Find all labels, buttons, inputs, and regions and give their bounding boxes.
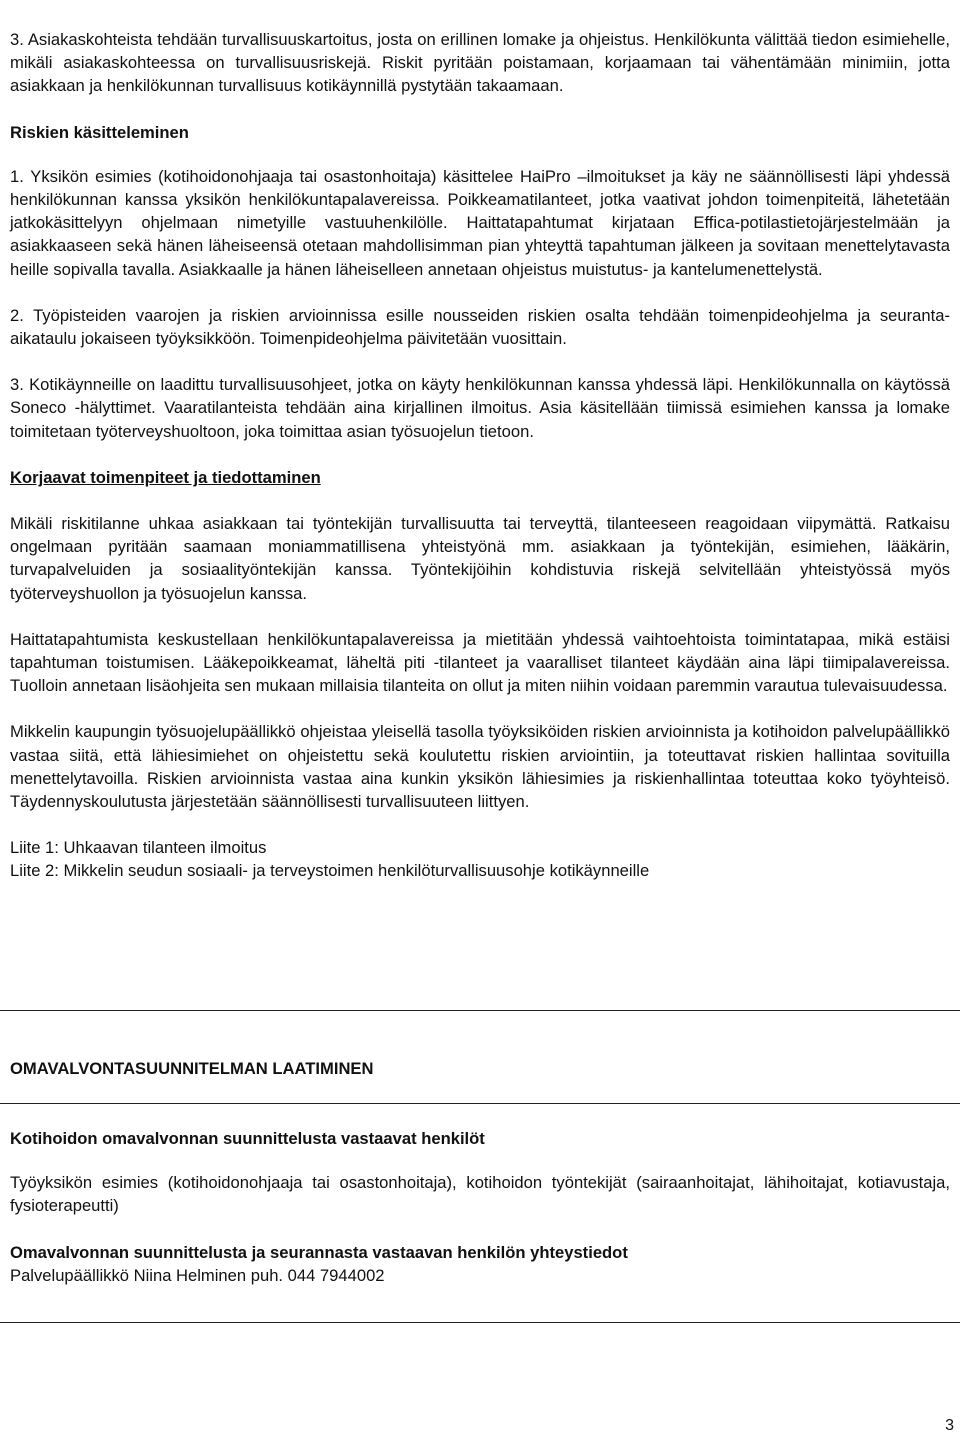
paragraph-corrective-2: Haittatapahtumista keskustellaan henkilökuntapalavereissa ja mietitään yhdessä vaihtoehtoista toimintatapaa, mikä estäisi tapahtuman toistumisen. Lääkepoikkeamat, läheltä piti -tilanteet ja vaaralliset tilanteet käydään aina läpi tiimipalavereissa. Tuolloin annetaan lisäohjeita sen mukaan millaisia tilanteita on ollut ja miten niihin voidaan paremmin varautua tulevaisuudessa.: [10, 629, 950, 696]
section-divider-top: [0, 1010, 960, 1011]
attachment-2: Liite 2: Mikkelin seudun sosiaali- ja terveystoimen henkilöturvallisuusohje kotikäynneille: [10, 861, 650, 881]
main-content: [10, 28, 950, 883]
paragraph-risk-mapping: 3. Asiakaskohteista tehdään turvallisuuskartoitus, josta on erillinen lomake ja ohjeistus. Henkilökunta välittää tiedon esimiehelle, mikäli asiakaskohteessa on turvallisuusriskejä. Riskit pyritään poistamaan, korjaamaan tai vähentämään minimiin, jotta asiakkaan ja henkilökunnan turvallisuus kotikäynnillä pystytään takaamaan.: [10, 30, 950, 96]
box-divider-top: [0, 1103, 960, 1104]
paragraph-risk-handling-2: 2. Työpisteiden vaarojen ja riskien arvioinnissa esille nousseiden riskien osalta tehdään toimenpideohjelma ja seuranta-aikataulu jokaiseen työyksikköön. Toimenpideohjelma päivitetään vuosittain.: [10, 305, 950, 349]
box-divider-bottom: [0, 1322, 960, 1323]
paragraph-risk-handling-1: 1. Yksikön esimies (kotihoidonohjaaja tai osastonhoitaja) käsittelee HaiPro –ilmoitukset ja käy ne säännöllisesti läpi yhdessä henkilökunnan kanssa yksikön henkilökuntapalavereissa. Poikkeamatilanteet, jotka vaativat johdon toimenpiteitä, lähetetään jatkokäsittelyyn ohjelmaan nimetyille vastuuhenkilölle. Haittatapahtumat kirjataan Effica-potilastietojärjestelmään ja asiakkaaseen sekä hänen läheiseensä otetaan mahdollisimman pian yhteyttä tapahtuman jälkeen ja sovitaan menettelytavasta heille sopivalla tavalla. Asiakkaalle ja hänen läheiselleen annetaan ohjeistus muistutus- ja kantelumenettelystä.: [10, 166, 950, 279]
paragraph-corrective-3: Mikkelin kaupungin työsuojelupäällikkö ohjeistaa yleisellä tasolla työyksiköiden riskien arvioinnista ja kotihoidon palvelupäällikkö vastaa siitä, että lähiesimiehet on ohjeistettu sekä koulutettu riskien arviointiin, ja toteuttavat riskien hallintaa sovituilla menettelytavoilla. Riskien arvioinnista vastaa aina kunkin yksikön lähiesimies ja riskienhallintaa toteuttaa koko työyhteisö. Täydennyskoulutusta järjestetään säännöllisesti turvallisuuteen liittyen.: [10, 722, 950, 812]
heading-risk-handling: Riskien käsitteleminen: [10, 122, 189, 142]
paragraph-corrective-1: Mikäli riskitilanne uhkaa asiakkaan tai työntekijän turvallisuutta tai terveyttä, tilanteeseen reagoidaan viipymättä. Ratkaisu ongelmaan pyritään saamaan moniammatillisena yhteistyönä mm. asiakkaan ja työntekijän, esimiehen, lääkärin, turvapalveluiden ja sosiaalityöntekijän kanssa. Työntekijöihin kohdistuvia riskejä selvitellään yhteistyössä myös työterveyshuollon ja työsuojelun kanssa.: [10, 514, 950, 603]
paragraph-risk-handling-3: 3. Kotikäynneille on laadittu turvallisuusohjeet, jotka on käyty henkilökunnan kanssa yhdessä läpi. Henkilökunnalla on käytössä Soneco -hälyttimet. Vaaratilanteista tehdään aina kirjallinen ilmoitus. Asia käsitellään tiimissä esimiehen kanssa ja lomake toimitetaan työterveyshuoltoon, joka toimittaa asian työsuojelun tietoon.: [10, 375, 950, 441]
heading-contact-info: Omavalvonnan suunnittelusta ja seurannasta vastaavan henkilön yhteystiedot: [10, 1242, 628, 1262]
heading-corrective-actions: Korjaavat toimenpiteet ja tiedottaminen: [10, 467, 321, 487]
responsible-persons-text: Työyksikön esimies (kotihoidonohjaaja tai osastonhoitaja), kotihoidon työntekijät (sairaanhoitajat, lähihoitajat, kotiavustaja, fysioterapeutti): [10, 1173, 950, 1216]
heading-responsible-persons: Kotihoidon omavalvonnan suunnittelusta vastaavat henkilöt: [10, 1129, 485, 1148]
heading-omavalvonta: OMAVALVONTASUUNNITELMAN LAATIMINEN: [10, 1059, 374, 1078]
attachment-1: Liite 1: Uhkaavan tilanteen ilmoitus: [10, 838, 267, 858]
responsibility-box: [10, 1127, 950, 1287]
page-number: 3: [945, 1417, 954, 1434]
contact-info-text: Palvelupäällikkö Niina Helminen puh. 044 7944002: [10, 1265, 385, 1285]
